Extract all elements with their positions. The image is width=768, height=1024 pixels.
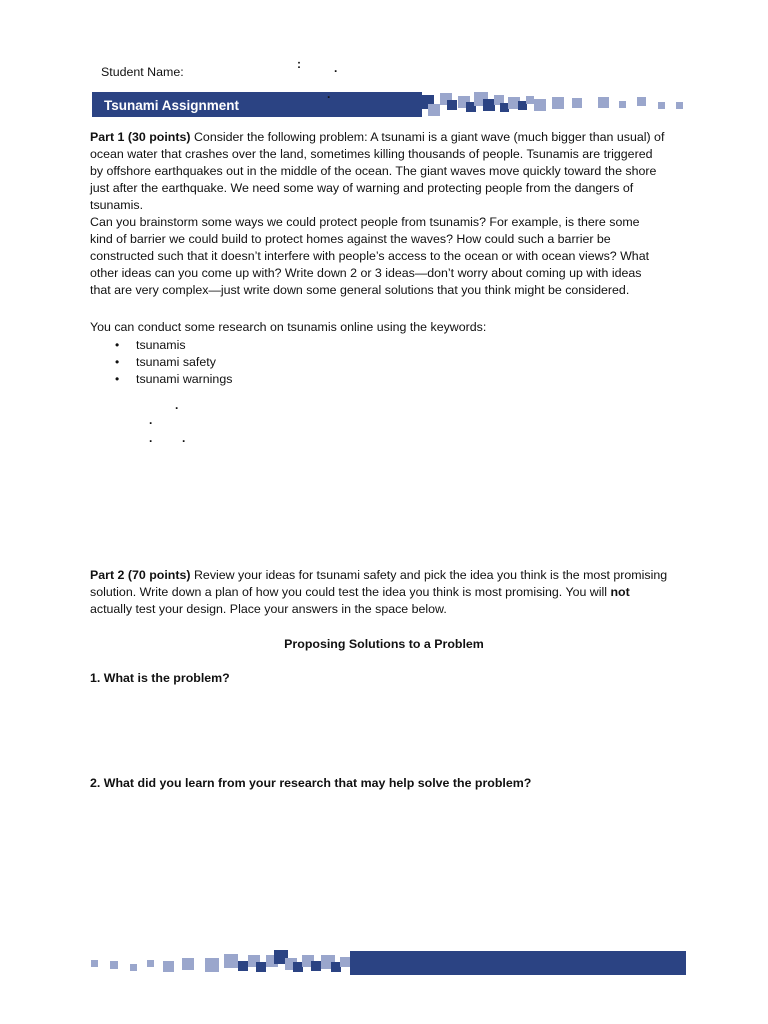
decor-square	[428, 104, 440, 116]
bullet-icon: •	[115, 355, 120, 369]
part1-line	[90, 129, 664, 146]
decor-square	[447, 100, 457, 110]
part2-text: Review your ideas for tsunami safety and pick the idea you think is the most promising	[190, 568, 668, 582]
part1-line: other ideas can you come up with? Write down 2 or 3 ideas—don’t worry about coming up with ideas	[90, 266, 642, 280]
keyword-item: tsunami warnings	[136, 372, 233, 386]
decor-square	[340, 957, 350, 967]
part1-line: Can you brainstorm some ways we could protect people from tsunamis? For example, is there some	[90, 215, 640, 229]
part2-text: solution. Write down a plan of how you could test the idea you think is most promising. You will	[90, 585, 611, 599]
keyword-item: tsunamis	[136, 338, 186, 352]
part1-line: kind of barrier we could build to protect homes against the waves? How could such a barrier be	[90, 232, 611, 246]
decor-square	[182, 958, 194, 970]
decor-square	[619, 101, 626, 108]
question-1: 1. What is the problem?	[90, 671, 230, 685]
stray-mark: .	[149, 431, 153, 445]
decor-square	[147, 960, 154, 967]
part1-line: tsunamis.	[90, 198, 144, 212]
part1-line: constructed such that it doesn’t interfere with people’s access to the ocean or with ocean views? What	[90, 249, 650, 263]
research-intro: You can conduct some research on tsunamis online using the keywords:	[90, 320, 487, 334]
decor-square	[256, 962, 266, 972]
stray-mark: .	[334, 61, 338, 75]
decor-square	[572, 98, 582, 108]
assignment-title: Tsunami Assignment	[104, 98, 240, 113]
decor-square	[598, 97, 609, 108]
question-2: 2. What did you learn from your research that may help solve the problem?	[90, 776, 532, 790]
part2-emphasis: not	[610, 585, 630, 599]
decor-square	[163, 961, 174, 972]
decor-square	[637, 97, 646, 106]
bullet-icon: •	[115, 372, 120, 386]
part1-heading: Part 1 (30 points)	[90, 130, 191, 144]
footer-banner	[350, 951, 686, 975]
decor-square	[130, 964, 137, 971]
part2-heading: Part 2 (70 points)	[90, 568, 191, 582]
part1-line: just after the earthquake. We need some way of warning and protecting people from the dangers of	[90, 181, 634, 195]
decor-square	[224, 954, 238, 968]
decor-square	[658, 102, 665, 109]
decor-square	[526, 96, 534, 104]
bullet-icon: •	[115, 338, 120, 352]
student-name-label: Student Name:	[101, 65, 184, 79]
section-title: Proposing Solutions to a Problem	[284, 637, 484, 651]
decor-square	[552, 97, 564, 109]
stray-mark: .	[175, 398, 179, 412]
part1-line: by offshore earthquakes out in the middle of the ocean. The giant waves move quickly toward the shore	[90, 164, 657, 178]
decor-square	[676, 102, 683, 109]
part2-line	[90, 567, 667, 584]
keyword-item: tsunami safety	[136, 355, 216, 369]
stray-mark: .	[327, 87, 331, 101]
stray-mark: .	[182, 431, 186, 445]
decor-square	[534, 99, 546, 111]
decor-square	[205, 958, 219, 972]
part2-line	[90, 584, 630, 601]
stray-mark: :	[297, 57, 301, 71]
part1-line: that are very complex—just write down some general solutions that you think might be considered.	[90, 283, 630, 297]
decor-square	[91, 960, 98, 967]
decor-square	[110, 961, 118, 969]
part1-line: ocean water that crashes over the land, sometimes killing thousands of people. Tsunamis are triggered	[90, 147, 653, 161]
decor-square	[238, 961, 248, 971]
part1-text: Consider the following problem: A tsunami is a giant wave (much bigger than usual) of	[190, 130, 665, 144]
part2-line: actually test your design. Place your answers in the space below.	[90, 602, 447, 616]
decor-square	[311, 961, 321, 971]
stray-mark: .	[149, 413, 153, 427]
